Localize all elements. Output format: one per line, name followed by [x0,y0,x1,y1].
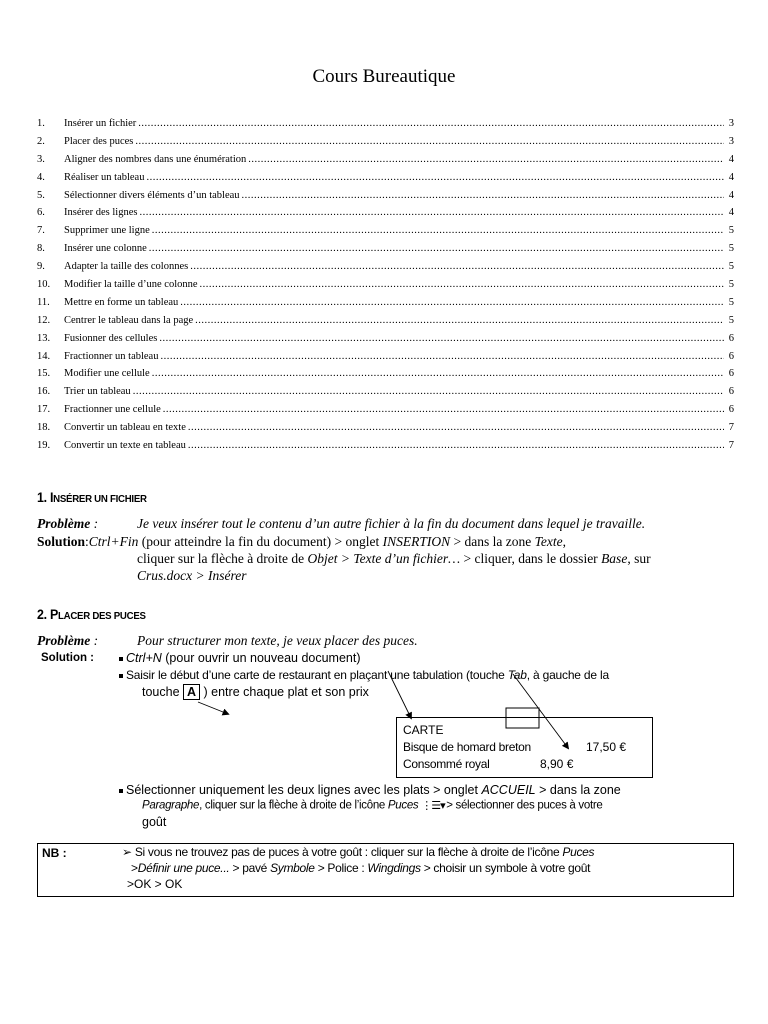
toc-item-page: 4 [728,189,734,201]
toc-item-label: Fractionner un tableau [64,350,159,362]
carte-dish-1: Bisque de homard breton [403,740,531,754]
toc-item-page: 6 [728,386,734,398]
toc-item-number: 3. [37,153,45,165]
toc-item-page: 6 [728,404,734,416]
section-2-bullet-2: Saisir le début d’une carte de restaurant en plaçant une tabulation (touche Tab, à gauche de la [119,668,609,682]
nb-line-2: >Définir une puce... > pavé Symbole > Police : Wingdings > choisir un symbole à votre goût [131,861,591,875]
section-2-probleme: Problème : [37,633,99,648]
section-2-bullet-1: Ctrl+N (pour ouvrir un nouveau document) [119,651,361,665]
section-2-probleme-text: Pour structurer mon texte, je veux placer des puces. [137,633,418,648]
section-2-bullet-3-cont: Paragraphe, cliquer sur la flèche à droite de l’icône Puces ⋮☰▾ > sélectionner des puces à votre [142,799,603,812]
section-2-bullet-3: Sélectionner uniquement les deux lignes avec les plats > onglet ACCUEIL > dans la zone [119,783,621,797]
carte-dish-2: Consommé royal [403,757,490,771]
toc-item-label: Fusionner des cellules [64,332,158,344]
toc-item-label: Convertir un texte en tableau [64,440,186,452]
toc-item-label: Aligner des nombres dans une énumération [64,153,247,165]
toc-item-number: 16. [37,386,51,398]
toc-item-page: 6 [728,368,734,380]
arrow-to-carte [388,671,411,718]
toc-item-page: 5 [728,314,734,326]
nb-label: NB : [42,846,67,860]
toc-item-page: 4 [728,153,734,165]
toc-item-number: 9. [37,261,45,273]
section-1-solution-line1: Solution:Ctrl+Fin (pour atteindre la fin du document) > onglet INSERTION > dans la zone Texte, [37,534,566,549]
section-1-solution-line3: Crus.docx > Insérer [137,568,247,583]
toc-item-number: 2. [37,135,45,147]
toc-item-label: Mettre en forme un tableau [64,296,179,308]
arrow-bullet-icon: ➢ [122,845,132,859]
section-2-bullet-3-end: goût [142,815,167,829]
bullet-icon [119,789,123,793]
toc-item-number: 1. [37,118,45,129]
toc-item-label: Insérer une colonne [64,243,147,255]
page-title: Cours Bureautique [312,66,456,87]
toc-item-label: Insérer des lignes [64,207,138,219]
section-1-probleme: Problème : [37,516,99,531]
toc-item-number: 19. [37,440,51,452]
toc-item-number: 18. [37,422,51,434]
toc-item-label: Réaliser un tableau [64,171,145,183]
toc-item-number: 13. [37,332,51,344]
toc-item-page: 4 [728,207,734,219]
toc-item-number: 7. [37,225,45,237]
toc-item-page: 5 [728,296,734,308]
toc-item-page: 5 [728,261,734,273]
toc-item-number: 17. [37,404,51,416]
toc-item-number: 8. [37,243,45,255]
toc-item-label: Modifier une cellule [64,368,150,380]
arrow-to-key [198,702,228,714]
toc-item-label: Sélectionner divers éléments d’un tableau [64,189,240,201]
toc-item-page: 5 [728,243,734,255]
toc-item-label: Insérer un fichier [64,118,137,129]
toc-item-label: Centrer le tableau dans la page [64,314,194,326]
toc-item-label: Convertir un tableau en texte [64,422,186,434]
carte-price-2: 8,90 € [540,757,574,771]
section-2-bullet-2-cont: touche A ) entre chaque plat et son prix [142,685,369,699]
toc-item-page: 7 [728,440,734,452]
toc-item-page: 6 [728,332,734,344]
toc-item-number: 14. [37,350,51,362]
toc-item-number: 11. [37,296,50,308]
toc-item-number: 10. [37,279,51,291]
toc-item-label: Trier un tableau [64,386,131,398]
toc-item-label: Adapter la taille des colonnes [64,261,189,273]
toc-item-page: 6 [728,350,734,362]
toc-item-number: 4. [37,171,45,183]
section-2-heading: 2. PLACER DES PUCES [37,607,146,622]
toc-item-page: 7 [728,422,734,434]
toc-item-number: 5. [37,189,45,201]
toc-item-number: 12. [37,314,51,326]
nb-line-1: ➢ Si vous ne trouvez pas de puces à votre goût : cliquer sur la flèche à droite de l’icône Puces [122,845,595,859]
section-1-solution-line2: cliquer sur la flèche à droite de Objet > Texte d’un fichier… > cliquer, dans le dossier Base, sur [137,551,651,566]
toc-item-page: 3 [728,135,734,147]
toc-item-number: 6. [37,207,45,219]
toc-item-page: 5 [728,225,734,237]
section-2-solution-label: Solution : [41,652,95,664]
bullets-list-icon: ⋮☰▾ [421,800,445,812]
carte-price-1: 17,50 € [586,740,627,754]
key-a-icon: A [183,684,200,700]
toc-item-page: 5 [728,279,734,291]
nb-line-3: >OK > OK [127,877,183,891]
toc-item-page: 4 [728,171,734,183]
toc-item-label: Placer des puces [64,135,134,147]
toc-item-page: 3 [728,118,734,129]
toc-item-number: 15. [37,368,51,380]
toc-item-label: Modifier la taille d’une colonne [64,279,198,291]
toc-item-label: Supprimer une ligne [64,225,150,237]
section-1-heading: 1. INSÉRER UN FICHIER [37,490,147,505]
toc-item-label: Fractionner une cellule [64,404,161,416]
carte-title: CARTE [403,723,444,737]
section-1-probleme-text: Je veux insérer tout le contenu d’un autre fichier à la fin du document dans lequel je travaille. [137,516,646,531]
